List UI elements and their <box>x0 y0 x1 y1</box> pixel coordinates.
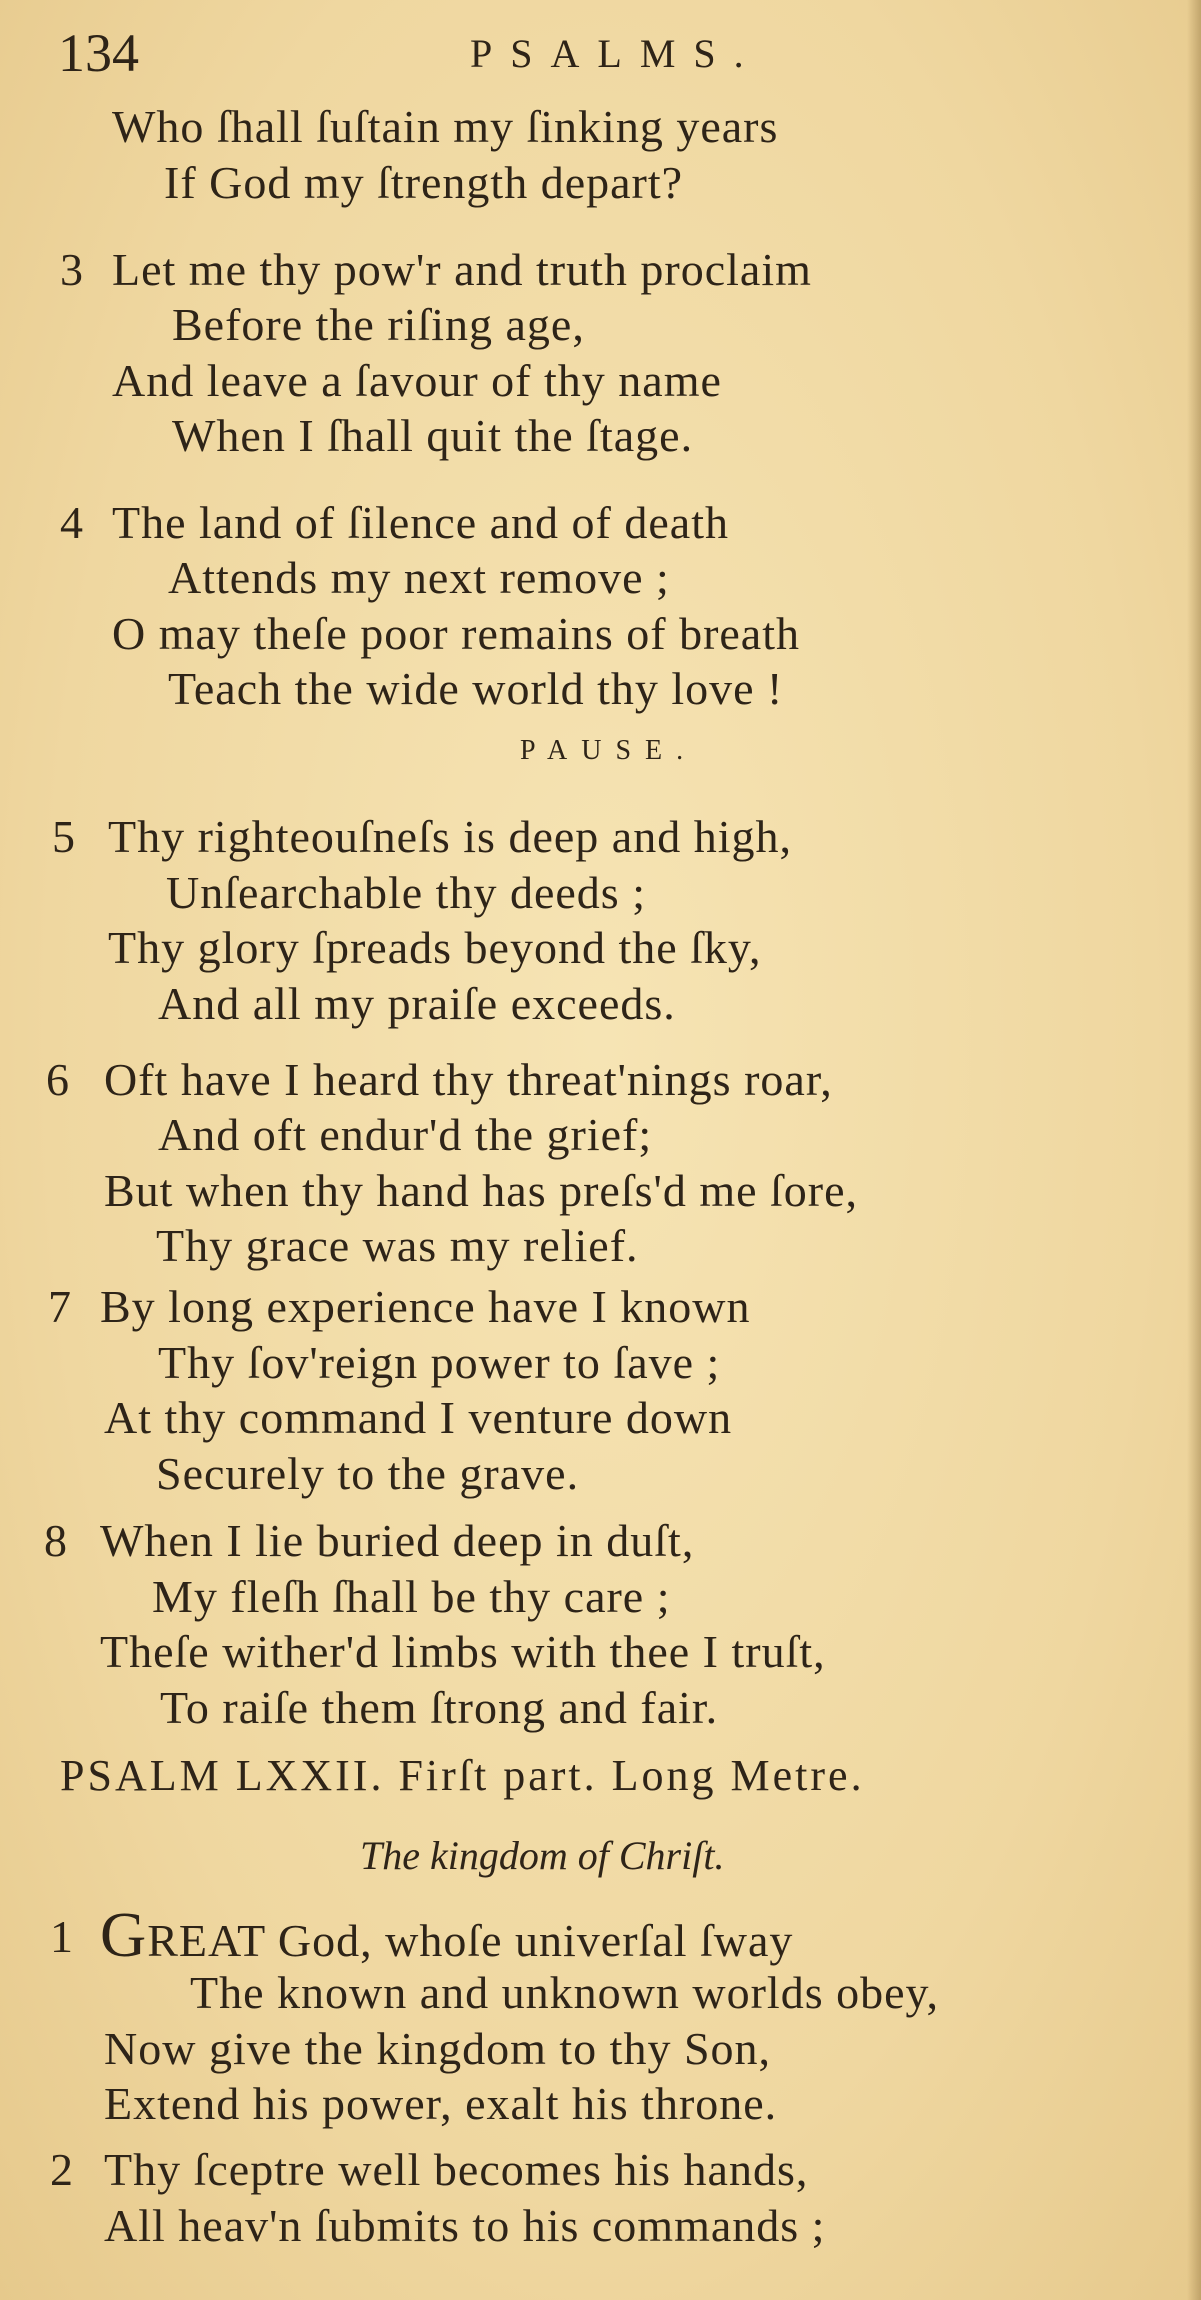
verse-line: Now give the kingdom to thy Son, <box>104 2023 772 2074</box>
pause-label: PAUSE. <box>520 735 698 766</box>
verse-line: Theſe wither'd limbs with thee I truſt, <box>100 1626 826 1677</box>
verse-line: My fleſh ſhall be thy care ; <box>152 1571 671 1622</box>
verse-line: Thy grace was my relief. <box>156 1220 639 1271</box>
stanza-number: 3 <box>60 244 83 295</box>
verse-line: Attends my next remove ; <box>168 552 670 603</box>
verse-line: And leave a ſavour of thy name <box>112 355 722 406</box>
verse-line: Oft have I heard thy threat'nings roar, <box>104 1054 833 1105</box>
verse-line: Unſearchable thy deeds ; <box>166 867 646 918</box>
verse-line-rest: REAT God, whoſe univerſal ſway <box>147 1915 794 1966</box>
verse-line: Thy glory ſpreads beyond the ſky, <box>108 922 762 973</box>
verse-line: Teach the wide world thy love ! <box>168 663 784 714</box>
verse-line: Securely to the grave. <box>156 1448 580 1499</box>
verse-line: Thy ſov'reign power to ſave ; <box>158 1337 721 1388</box>
stanza-number: 7 <box>48 1281 71 1332</box>
verse-line: At thy command I venture down <box>104 1392 733 1443</box>
verse-line: When I ſhall quit the ſtage. <box>172 410 694 461</box>
stanza-number: 8 <box>44 1515 67 1566</box>
stanza-number: 4 <box>60 497 83 548</box>
verse-line: If God my ſtrength depart? <box>164 157 684 208</box>
verse-line: Before the riſing age, <box>172 299 585 350</box>
page-edge-shadow <box>1187 0 1201 2300</box>
verse-line: Thy righteouſneſs is deep and high, <box>108 811 792 862</box>
verse-line: The known and unknown worlds obey, <box>190 1967 940 2018</box>
verse-line: Who ſhall ſuſtain my ſinking years <box>112 101 779 152</box>
stanza-number: 1 <box>50 1911 73 1962</box>
stanza-number: 5 <box>52 811 75 862</box>
psalm-heading: PSALM LXXII. Firſt part. Long Metre. <box>60 1751 865 1800</box>
psalm-subtitle: The kingdom of Chriſt. <box>360 1833 725 1878</box>
verse-line: Extend his power, exalt his throne. <box>104 2078 778 2129</box>
verse-line: By long experience have I known <box>100 1281 751 1332</box>
verse-line: Thy ſceptre well becomes his hands, <box>104 2144 809 2195</box>
page-number: 134 <box>58 23 139 83</box>
running-title: PSALMS. <box>470 31 762 76</box>
verse-line: And oft endur'd the grief; <box>158 1109 653 1160</box>
verse-line: The land of ſilence and of death <box>112 497 729 548</box>
verse-line-first <box>100 1898 793 1972</box>
verse-line: Let me thy pow'r and truth proclaim <box>112 244 812 295</box>
verse-line: And all my praiſe exceeds. <box>158 978 676 1029</box>
stanza-number: 2 <box>50 2144 73 2195</box>
verse-line: All heav'n ſubmits to his commands ; <box>104 2200 826 2251</box>
verse-line: But when thy hand has preſs'd me ſore, <box>104 1165 859 1216</box>
verse-line: When I lie buried deep in duſt, <box>100 1515 695 1566</box>
verse-line: O may theſe poor remains of breath <box>112 608 800 659</box>
verse-line: To raiſe them ſtrong and fair. <box>160 1682 719 1733</box>
stanza-number: 6 <box>46 1054 69 1105</box>
drop-capital: G <box>100 1899 148 1970</box>
